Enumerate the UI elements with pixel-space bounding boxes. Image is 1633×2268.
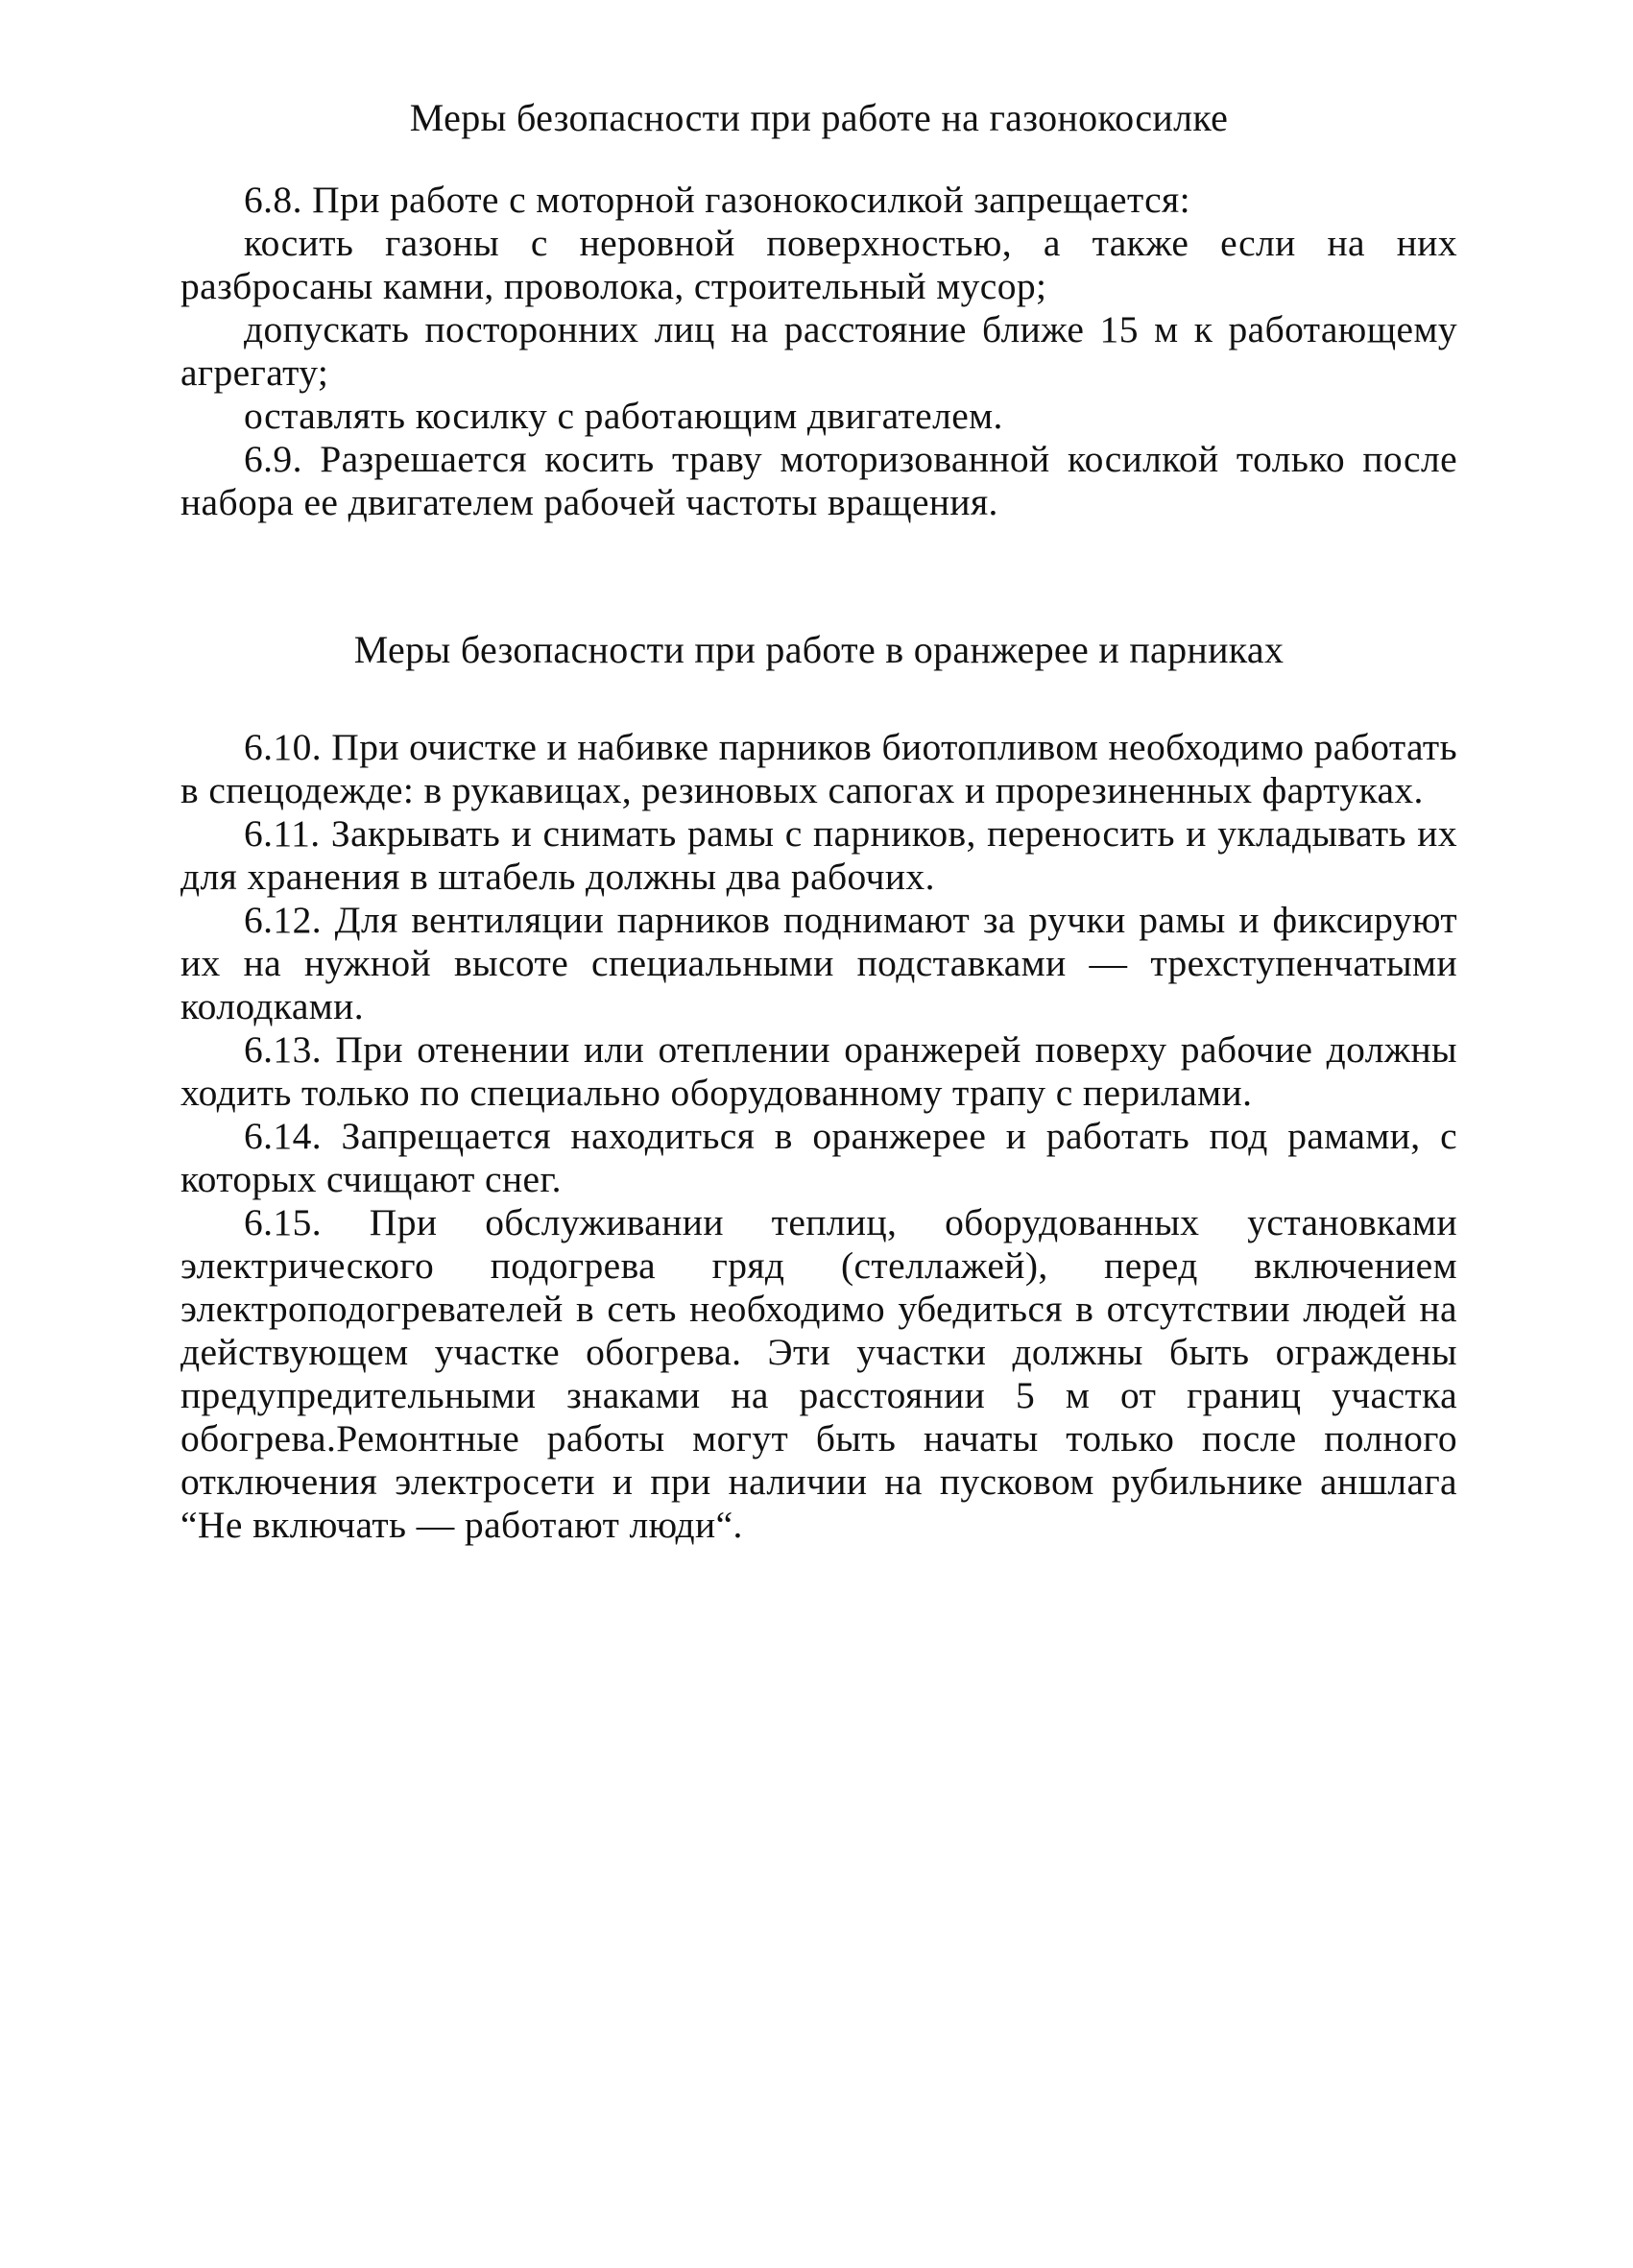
paragraph-6-8-item-2: допускать посторонних лиц на расстояние ближе 15 м к работающему агрегату; [180, 308, 1457, 394]
paragraph-6-15: 6.15. При обслуживании теплиц, оборудованных установками электрического подогрева гряд (стеллажей), перед включением электроподогревателей в сеть необходимо убедиться в отсутствии людей на действующем участке обогрева. Эти участки должны быть ограждены предупредительными знаками на расстоянии 5 м от границ участка обогрева.Ремонтные работы могут быть начаты только после полного отключения электросети и при наличии на пусковом рубильнике аншлага “Не включать — работают люди“. [180, 1201, 1457, 1546]
paragraph-6-9: 6.9. Разрешается косить траву моторизованной косилкой только после набора ее двигателем рабочей частоты вращения. [180, 438, 1457, 523]
paragraph-6-8-item-1: косить газоны с неровной поверхностью, а также если на них разбросаны камни, проволока, строительный мусор; [180, 222, 1457, 307]
paragraph-6-11: 6.11. Закрывать и снимать рамы с парников, переносить и укладывать их для хранения в штабель должны два рабочих. [180, 812, 1457, 898]
paragraph-6-8: 6.8. При работе с моторной газонокосилкой запрещается: [244, 179, 1190, 221]
paragraph-6-10: 6.10. При очистке и набивке парников биотопливом необходимо работать в спецодежде: в рукавицах, резиновых сапогах и прорезиненных фартуках. [180, 726, 1457, 811]
section-2-title: Меры безопасности при работе в оранжерее и парниках [353, 628, 1285, 671]
document-page [180, 96, 1457, 1547]
paragraph-6-13: 6.13. При отенении или отеплении оранжерей поверху рабочие должны ходить только по специально оборудованному трапу с перилами. [180, 1028, 1457, 1114]
paragraph-6-14: 6.14. Запрещается находиться в оранжерее и работать под рамами, с которых счищают снег. [180, 1115, 1457, 1200]
paragraph-6-12: 6.12. Для вентиляции парников поднимают за ручки рамы и фиксируют их на нужной высоте специальными подставками — трехступенчатыми колодками. [180, 899, 1457, 1027]
section-1-title: Меры безопасности при работе на газонокосилке [409, 96, 1229, 139]
paragraph-6-8-item-3: оставлять косилку с работающим двигателем. [244, 395, 1003, 437]
